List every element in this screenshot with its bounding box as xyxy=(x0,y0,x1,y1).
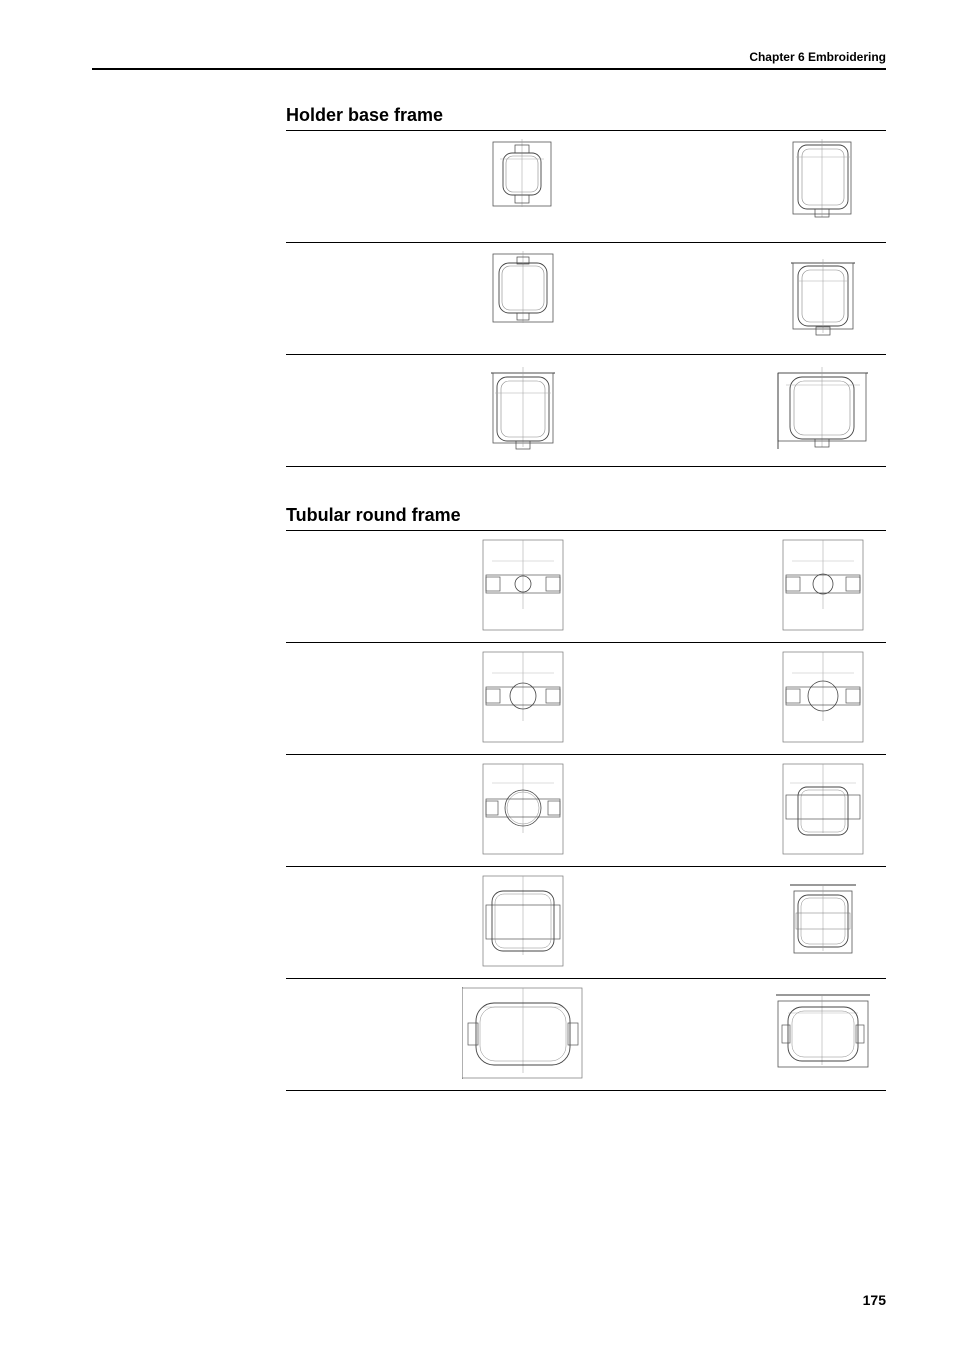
frame-row xyxy=(286,867,886,979)
round-frame-icon xyxy=(482,539,564,631)
running-head: Chapter 6 Embroidering xyxy=(749,50,886,64)
holder-frame-icon xyxy=(492,251,554,325)
page-number: 175 xyxy=(862,1292,886,1308)
header-rule xyxy=(92,68,886,70)
holder-frame-icon xyxy=(791,251,855,337)
section-tubular-round-frame xyxy=(286,504,886,1091)
section-title: Holder base frame xyxy=(286,105,444,125)
round-frame-icon xyxy=(482,651,564,743)
square-frame-icon xyxy=(790,875,856,955)
frame-row xyxy=(286,755,886,867)
holder-frame-icon xyxy=(792,139,854,221)
frame-row xyxy=(286,979,886,1091)
section-title: Tubular round frame xyxy=(286,505,461,525)
frame-list xyxy=(286,130,886,467)
round-frame-icon xyxy=(782,539,864,631)
frame-row xyxy=(286,643,886,755)
frame-list xyxy=(286,530,886,1091)
square-frame-icon xyxy=(482,875,564,967)
square-frame-icon xyxy=(782,763,864,855)
holder-frame-icon xyxy=(491,363,555,451)
holder-frame-icon xyxy=(776,363,870,451)
wide-frame-icon xyxy=(776,987,870,1069)
frame-row xyxy=(286,531,886,643)
round-frame-icon xyxy=(482,763,564,855)
section-holder-base-frame xyxy=(286,104,886,467)
holder-frame-icon xyxy=(492,139,554,209)
frame-row xyxy=(286,131,886,243)
round-frame-icon xyxy=(782,651,864,743)
frame-row xyxy=(286,355,886,467)
wide-frame-icon xyxy=(462,987,584,1079)
frame-row xyxy=(286,243,886,355)
